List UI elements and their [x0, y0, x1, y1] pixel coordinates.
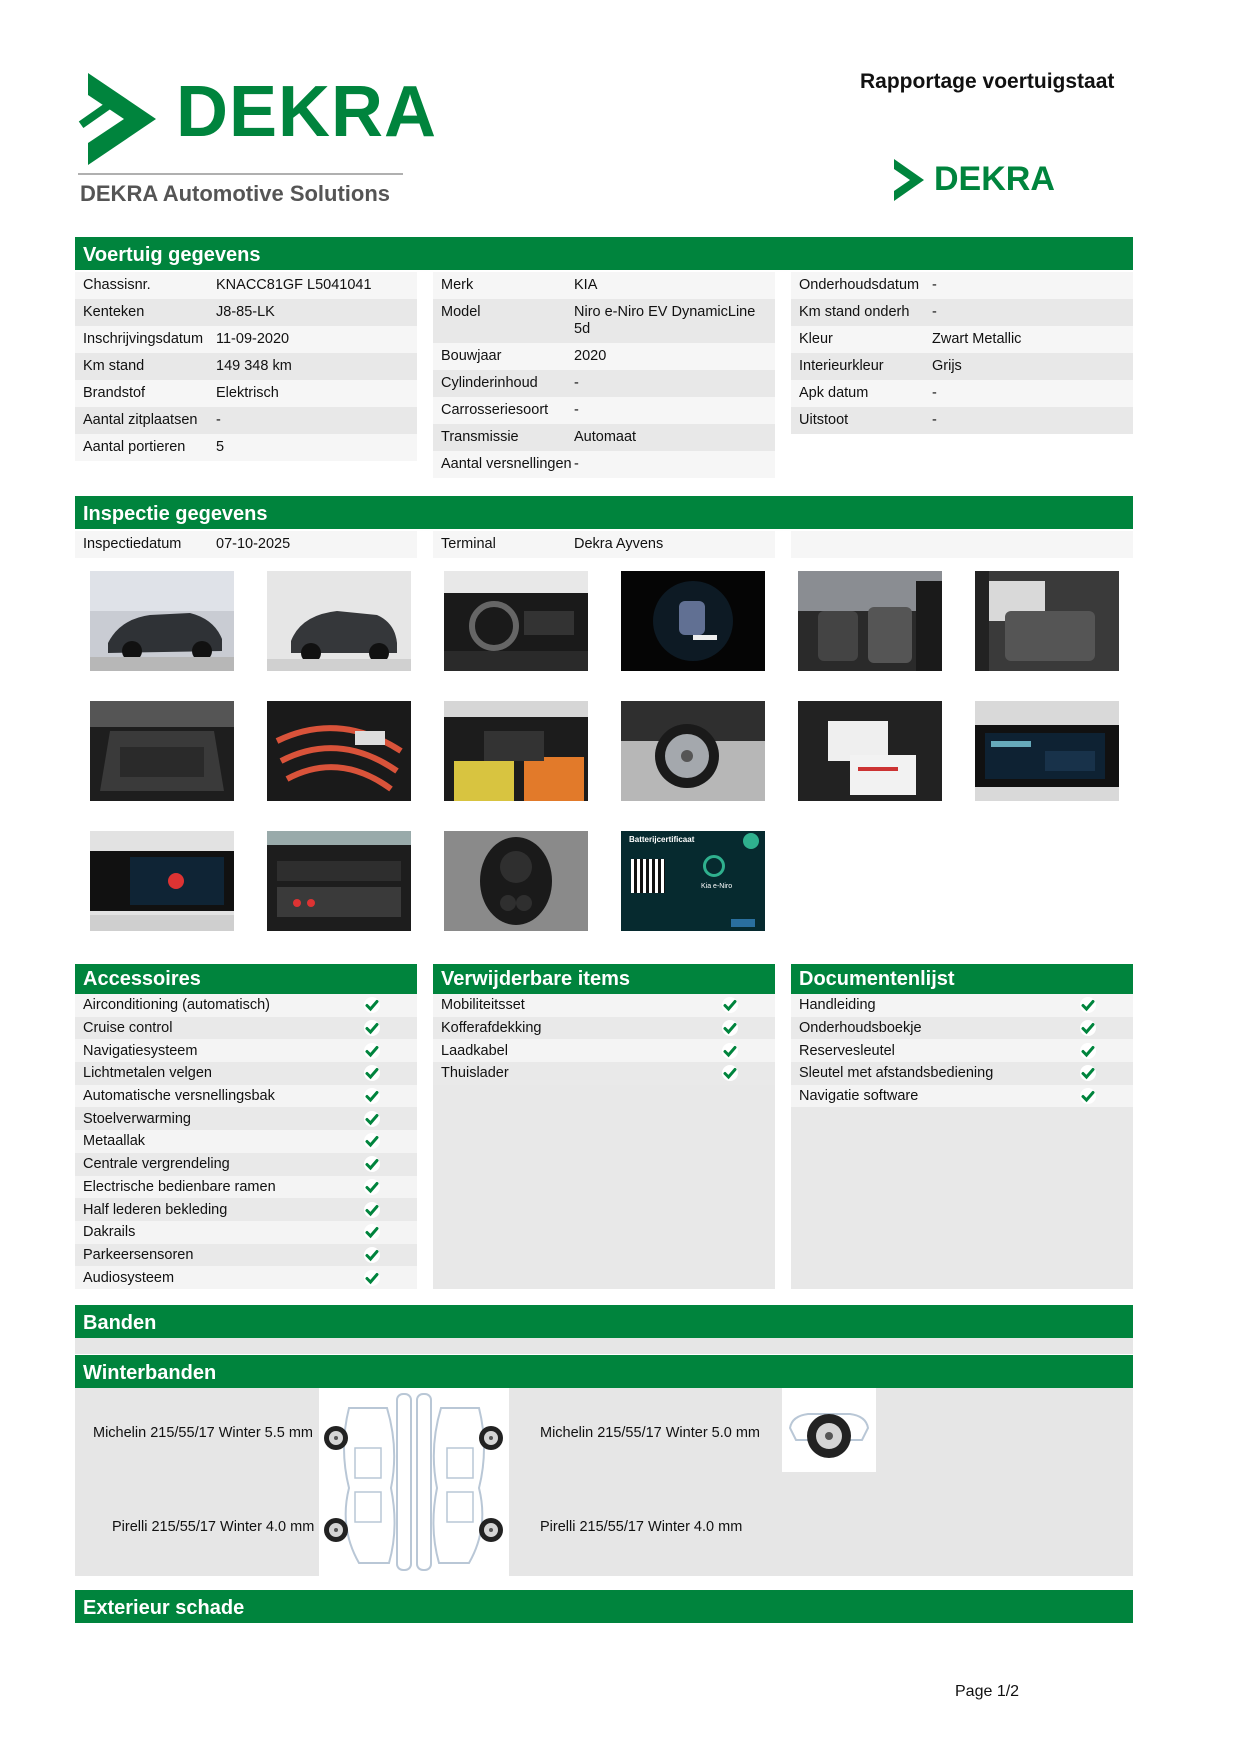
vehicle-field-row [75, 272, 417, 299]
field-label: Merk [441, 277, 474, 293]
wheel-front-left-icon [323, 1425, 349, 1451]
photo-charging-cable[interactable] [267, 701, 411, 801]
list-item [75, 1244, 417, 1267]
checkmark-icon [363, 1064, 381, 1082]
field-value: KIA [574, 277, 598, 293]
certificate-title: Batterijcertificaat [629, 835, 695, 844]
wheel-rear-right-icon [478, 1517, 504, 1543]
field-value: 11-09-2020 [216, 331, 290, 347]
field-label: Km stand onderh [799, 304, 910, 320]
tires-section-title: Banden [75, 1305, 1133, 1338]
field-value: Grijs [932, 358, 962, 374]
winter-tires-panel [75, 1388, 1133, 1576]
photo-climate-control[interactable] [267, 831, 411, 931]
vehicle-field-row [791, 407, 1133, 434]
photo-rear-seats[interactable] [975, 571, 1119, 671]
field-value: - [574, 375, 579, 391]
vehicle-field-row [75, 407, 417, 434]
photo-front-left[interactable] [90, 571, 234, 671]
field-value: 2020 [574, 348, 607, 364]
inspection-col-2 [433, 531, 775, 558]
vehicle-field-row [433, 370, 775, 397]
field-label: Aantal portieren [83, 439, 186, 455]
inspection-col-1 [75, 531, 417, 558]
spare-tire-icon [782, 1388, 876, 1472]
photo-infotainment-1[interactable] [975, 701, 1119, 801]
dekra-logo [78, 70, 438, 210]
field-label: Transmissie [441, 429, 519, 445]
vehicle-col-3 [791, 272, 1133, 434]
checkmark-icon [363, 1178, 381, 1196]
list-item-label: Centrale vergrendeling [83, 1156, 230, 1173]
field-label: Onderhoudsdatum [799, 277, 920, 293]
checkmark-icon [363, 1269, 381, 1287]
photo-dashboard[interactable] [444, 571, 588, 671]
field-label: Kleur [799, 331, 833, 347]
checkmark-icon [363, 1087, 381, 1105]
exterior-damage-title: Exterieur schade [75, 1590, 1133, 1623]
vehicle-field-row [75, 299, 417, 326]
list-item-label: Audiosysteem [83, 1269, 175, 1286]
checkmark-icon [721, 1019, 739, 1037]
list-item [75, 1266, 417, 1289]
list-item-label: Navigatie software [799, 1088, 919, 1105]
field-value: Niro e-Niro EV DynamicLine 5d [574, 304, 756, 337]
checkmark-icon [1079, 996, 1097, 1014]
list-item [75, 1221, 417, 1244]
wheel-front-right-icon [478, 1425, 504, 1451]
checkmark-icon [1079, 1087, 1097, 1105]
car-outline-diagram [319, 1388, 509, 1576]
checkmark-icon [721, 1064, 739, 1082]
list-item-label: Sleutel met afstandsbediening [799, 1065, 994, 1082]
winter-tires-title: Winterbanden [75, 1355, 1133, 1388]
field-value: - [932, 277, 937, 293]
field-label: Kenteken [83, 304, 145, 320]
spare-tire-diagram [782, 1388, 876, 1472]
checkmark-icon [1079, 1042, 1097, 1060]
vehicle-field-row [791, 272, 1133, 299]
page-number: Page 1/2 [955, 1683, 1020, 1700]
list-item-label: Lichtmetalen velgen [83, 1065, 212, 1082]
removable-list [433, 994, 775, 1289]
vehicle-col-2 [433, 272, 775, 478]
inspection-date-row [75, 531, 417, 558]
list-item [75, 1062, 417, 1085]
inspection-section-title: Inspectie gegevens [75, 496, 1133, 529]
photo-trunk[interactable] [90, 701, 234, 801]
dekra-wordmark: DEKRA [176, 72, 438, 152]
field-value: 5 [216, 439, 225, 455]
documents-title: Documentenlijst [791, 964, 1133, 994]
list-item [75, 1039, 417, 1062]
certificate-model: Kia e-Niro [701, 883, 733, 890]
list-item [791, 1085, 1133, 1108]
photo-mobility-set[interactable] [444, 701, 588, 801]
list-item [791, 1017, 1133, 1040]
field-label: Inschrijvingsdatum [83, 331, 204, 347]
terminal-value: Dekra Ayvens [574, 536, 664, 552]
tires-spacer [75, 1338, 1133, 1354]
list-item-label: Kofferafdekking [441, 1020, 542, 1037]
vehicle-field-row [75, 353, 417, 380]
checkmark-icon [1079, 1064, 1097, 1082]
checkmark-icon [363, 996, 381, 1014]
list-item-label: Cruise control [83, 1020, 173, 1037]
photo-rear-right[interactable] [267, 571, 411, 671]
certificate-button [731, 919, 755, 927]
field-value: Automaat [574, 429, 637, 445]
photo-documents[interactable] [798, 701, 942, 801]
list-item-label: Parkeersensoren [83, 1246, 194, 1263]
vehicle-field-row [791, 380, 1133, 407]
list-item [791, 1039, 1133, 1062]
field-value: Zwart Metallic [932, 331, 1022, 347]
list-item-label: Thuislader [441, 1065, 509, 1082]
field-value: - [932, 304, 937, 320]
vehicle-field-row [433, 451, 775, 478]
checkmark-icon [363, 1201, 381, 1219]
checkmark-icon [363, 1110, 381, 1128]
list-item [75, 1017, 417, 1040]
list-item-label: Reservesleutel [799, 1042, 895, 1059]
documents-list [791, 994, 1133, 1289]
field-label: Aantal zitplaatsen [83, 412, 198, 428]
field-label: Km stand [83, 358, 145, 374]
field-label: Interieurkleur [799, 358, 884, 374]
list-item-label: Laadkabel [441, 1042, 508, 1059]
list-item [75, 1085, 417, 1108]
field-label: Bouwjaar [441, 348, 502, 364]
certificate-badge-icon [743, 833, 759, 849]
terminal-label: Terminal [441, 536, 496, 552]
list-item-label: Half lederen bekleding [83, 1201, 228, 1218]
list-item-label: Airconditioning (automatisch) [83, 997, 270, 1014]
dekra-small-chevron-icon [890, 159, 924, 201]
list-item-label: Automatische versnellingsbak [83, 1088, 275, 1105]
list-item-label: Navigatiesysteem [83, 1042, 198, 1059]
photo-instrument-cluster[interactable] [621, 571, 765, 671]
field-label: Chassisnr. [83, 277, 151, 293]
field-value: Elektrisch [216, 385, 279, 401]
list-item [433, 1017, 775, 1040]
field-value: - [932, 385, 937, 401]
removable-title: Verwijderbare items [433, 964, 775, 994]
checkmark-icon [1079, 1019, 1097, 1037]
list-item [433, 1039, 775, 1062]
list-item-label: Handleiding [799, 997, 876, 1014]
field-label: Apk datum [799, 385, 869, 401]
checkmark-icon [363, 1132, 381, 1150]
field-label: Carrosseriesoort [441, 402, 549, 418]
list-item-label: Stoelverwarming [83, 1110, 191, 1127]
report-title: Rapportage voertuigstaat [860, 70, 1115, 93]
field-value: J8-85-LK [216, 304, 275, 320]
list-item-label: Dakrails [83, 1224, 136, 1241]
list-item [75, 1176, 417, 1199]
checkmark-icon [363, 1155, 381, 1173]
field-value: KNACC81GF L5041041 [216, 277, 372, 293]
vehicle-field-row [433, 299, 775, 343]
accessories-list [75, 994, 417, 1289]
list-item-label: Metaallak [83, 1133, 146, 1150]
field-label: Aantal versnellingen [441, 456, 572, 472]
photo-infotainment-2[interactable] [90, 831, 234, 931]
list-item-label: Onderhoudsboekje [799, 1020, 922, 1037]
field-value: - [216, 412, 221, 428]
tire-front-right: Michelin 215/55/17 Winter 5.0 mm [540, 1425, 761, 1441]
photo-charge-port[interactable] [444, 831, 588, 931]
photo-battery-certificate[interactable] [621, 831, 765, 931]
list-item [75, 1107, 417, 1130]
list-item [75, 994, 417, 1017]
car-outline-icon [319, 1388, 509, 1576]
list-item [75, 1130, 417, 1153]
list-item [75, 1153, 417, 1176]
field-value: - [932, 412, 937, 428]
tire-rear-left: Pirelli 215/55/17 Winter 4.0 mm [112, 1519, 315, 1535]
inspection-date-value: 07-10-2025 [216, 536, 291, 552]
list-item-label: Mobiliteitsset [441, 997, 525, 1014]
logo-subtitle: DEKRA Automotive Solutions [80, 181, 391, 206]
vehicle-field-row [433, 397, 775, 424]
vehicle-field-row [433, 343, 775, 370]
list-item [433, 1062, 775, 1085]
vehicle-field-row [433, 424, 775, 451]
vehicle-section-title: Voertuig gegevens [75, 237, 1133, 270]
dekra-small-wordmark: DEKRA [934, 160, 1055, 198]
tire-rear-right: Pirelli 215/55/17 Winter 4.0 mm [540, 1519, 743, 1535]
field-label: Uitstoot [799, 412, 849, 428]
vehicle-field-row [791, 326, 1133, 353]
certificate-gauge-icon [703, 855, 725, 877]
vehicle-field-row [75, 326, 417, 353]
list-item [75, 1198, 417, 1221]
checkmark-icon [363, 1246, 381, 1264]
photo-front-seats[interactable] [798, 571, 942, 671]
field-value: - [574, 456, 579, 472]
vehicle-field-row [75, 434, 417, 461]
vehicle-field-row [791, 353, 1133, 380]
inspection-col-3 [791, 531, 1133, 558]
checkmark-icon [363, 1019, 381, 1037]
dekra-small-logo [890, 157, 1055, 203]
inspection-date-label: Inspectiedatum [83, 536, 182, 552]
vehicle-field-row [791, 299, 1133, 326]
terminal-row [433, 531, 775, 558]
list-item [433, 994, 775, 1017]
field-label: Brandstof [83, 385, 146, 401]
field-value: 149 348 km [216, 358, 292, 374]
field-label: Model [441, 304, 481, 320]
vehicle-field-row [75, 380, 417, 407]
checkmark-icon [363, 1223, 381, 1241]
vehicle-field-row [433, 272, 775, 299]
wheel-rear-left-icon [323, 1517, 349, 1543]
list-item [791, 1062, 1133, 1085]
logo-divider [78, 173, 403, 175]
vehicle-col-1 [75, 272, 417, 461]
list-item-label: Electrische bedienbare ramen [83, 1178, 276, 1195]
list-item [791, 994, 1133, 1017]
checkmark-icon [721, 1042, 739, 1060]
certificate-qr-icon [631, 859, 665, 893]
field-label: Cylinderinhoud [441, 375, 538, 391]
checkmark-icon [363, 1042, 381, 1060]
photo-wheel[interactable] [621, 701, 765, 801]
field-value: - [574, 402, 579, 418]
checkmark-icon [721, 996, 739, 1014]
dekra-chevron-icon [78, 73, 156, 165]
tire-front-left: Michelin 215/55/17 Winter 5.5 mm [93, 1425, 314, 1441]
accessories-title: Accessoires [75, 964, 417, 994]
